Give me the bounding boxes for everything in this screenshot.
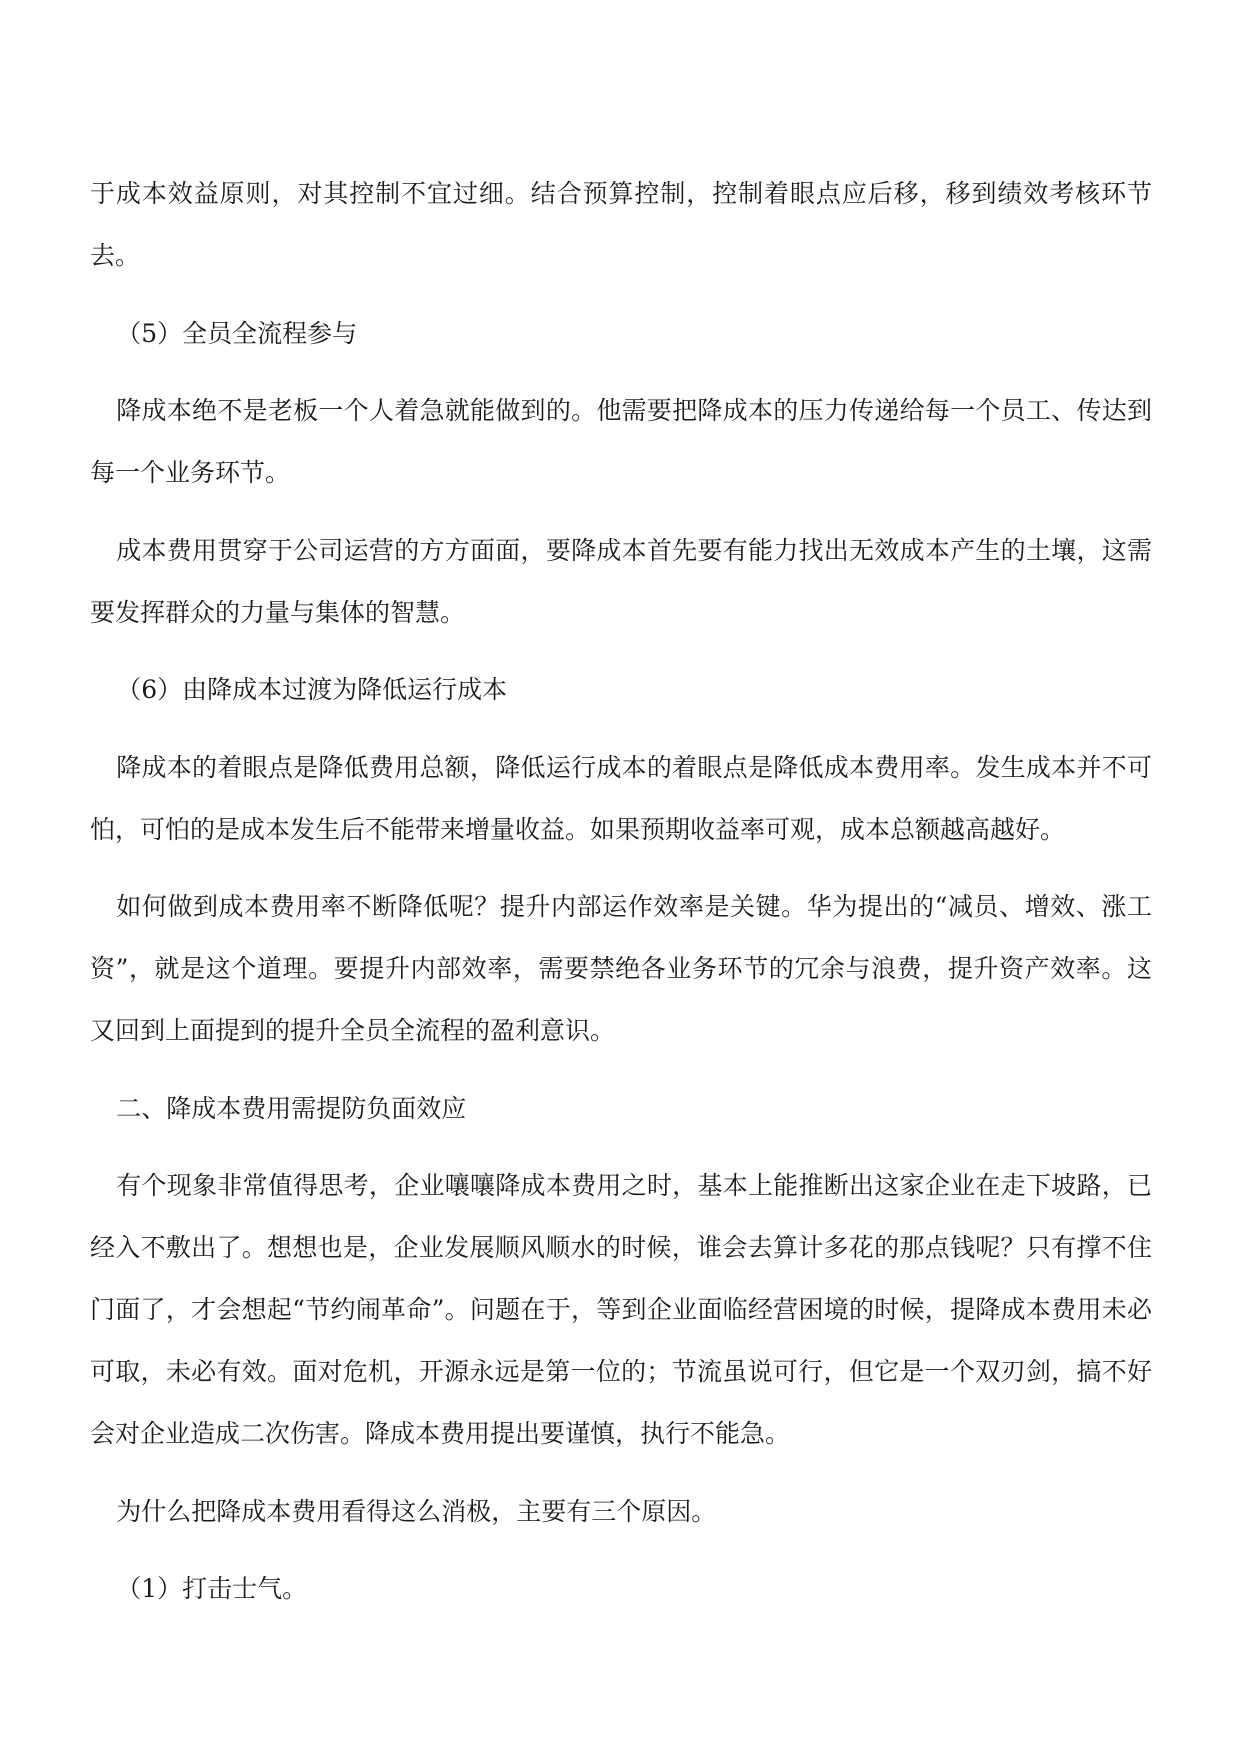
paragraph: 有个现象非常值得思考，企业嚷嚷降成本费用之时，基本上能推断出这家企业在走下坡路，已经入不敷出了。想想也是，企业发展顺风顺水的时候，谁会去算计多花的那点钱呢？只有撑不住门面了，才会想起“节约闹革命”。问题在于，等到企业面临经营困境的时候，提降成本费用未必可取，未必有效。面对危机，开源永远是第一位的；节流虽说可行，但它是一个双刃剑，搞不好会对企业造成二次伤害。降成本费用提出要谨慎，执行不能急。 <box>90 1171 1152 1448</box>
paragraph-continuation: 于成本效益原则，对其控制不宜过细。结合预算控制，控制着眼点应后移，移到绩效考核环节去。 <box>90 179 1152 270</box>
paragraph: 降成本的着眼点是降低费用总额，降低运行成本的着眼点是降低成本费用率。发生成本并不可怕，可怕的是成本发生后不能带来增量收益。如果预期收益率可观，成本总额越高越好。 <box>90 752 1152 844</box>
chapter-heading-2: 二、降成本费用需提防负面效应 <box>116 1093 467 1123</box>
document-body <box>90 163 1152 1636</box>
section-heading-6: （6）由降成本过渡为降低运行成本 <box>116 675 508 704</box>
paragraph: 降成本绝不是老板一个人着急就能做到的。他需要把降成本的压力传递给每一个员工、传达到每一个业务环节。 <box>90 396 1152 487</box>
paragraph: 为什么把降成本费用看得这么消极，主要有三个原因。 <box>116 1496 717 1526</box>
list-item-1: （1）打击士气。 <box>116 1574 308 1603</box>
section-heading-5: （5）全员全流程参与 <box>116 318 358 348</box>
paragraph: 成本费用贯穿于公司运营的方方面面，要降成本首先要有能力找出无效成本产生的土壤，这需要发挥群众的力量与集体的智慧。 <box>90 535 1152 627</box>
paragraph: 如何做到成本费用率不断降低呢？提升内部运作效率是关键。华为提出的“减员、增效、涨工资”，就是这个道理。要提升内部效率，需要禁绝各业务环节的冗余与浪费，提升资产效率。这又回到上面提到的提升全员全流程的盈利意识。 <box>90 892 1152 1045</box>
